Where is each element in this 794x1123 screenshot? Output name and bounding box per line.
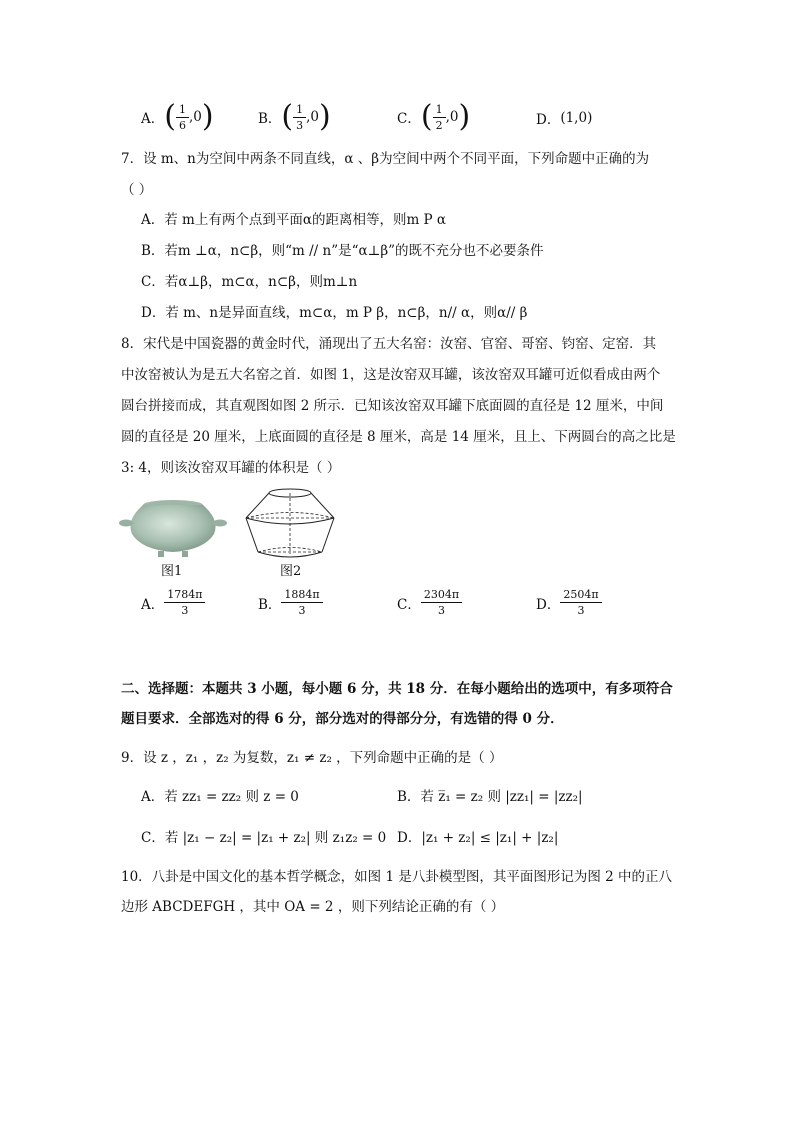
q6-option-c[interactable]: C． ( $\frac{1}{2}$ ,0 ) <box>397 99 471 134</box>
q10-stem-line2: 边形 ABCDEFGH ，其中 OA = 2 ，则下列结论正确的有（ ） <box>121 899 505 915</box>
section2-heading-line1: 二、选择题：本题共 3 小题，每小题 6 分，共 18 分．在每小题给出的选项中，有多项符合 <box>121 681 673 697</box>
fraction: $\frac{1}{3}$ <box>293 104 306 131</box>
q9-option-b[interactable]: B．若 z̅₁ = z₂ 则 |zz₁| = |zz₂| <box>397 789 583 805</box>
q7-stem-line1: 7．设 m、n为空间中两条不同直线，α 、β为空间中两个不同平面，下列命题中正确的为 <box>121 151 650 167</box>
q10-stem-line1: 10．八卦是中国文化的基本哲学概念，如图 1 是八卦模型图，其平面图形记为图 2 中的正八 <box>121 869 673 885</box>
q8-option-b[interactable]: B． $\frac{1884\pi}{3}$ <box>258 589 323 616</box>
q8-option-a[interactable]: A． $\frac{1784\pi}{3}$ <box>141 589 205 616</box>
q7-stem-line2: （ ） <box>121 182 153 198</box>
q8-stem-line3: 圆台拼接而成，其直观图如图 2 所示．已知该汝窑双耳罐下底面圆的直径是 12 厘米，中间 <box>121 398 664 414</box>
fraction: $\frac{1884\pi}{3}$ <box>281 589 322 616</box>
q9-option-a[interactable]: A．若 zz₁ = zz₂ 则 z = 0 <box>141 789 299 805</box>
figure2-frustum-diagram <box>240 486 340 562</box>
figure2-caption: 图2 <box>280 564 302 579</box>
fraction: $\frac{2304\pi}{3}$ <box>421 589 462 616</box>
q8-option-c[interactable]: C． $\frac{2304\pi}{3}$ <box>397 589 462 616</box>
q8-stem-line4: 圆的直径是 20 厘米，上底面圆的直径是 8 厘米，高是 14 厘米，且上、下两圆台的高之比是 <box>121 429 676 445</box>
q9-stem: 9．设 z ，z₁ ，z₂ 为复数，z₁ ≠ z₂ ，下列命题中正确的是（ ） <box>121 750 503 766</box>
q7-option-d[interactable]: D．若 m、n是异面直线，m⊂α，m P β，n⊂β，n// α，则α// β <box>141 305 528 321</box>
q9-option-c[interactable]: C．若 |z₁ − z₂| = |z₁ + z₂| 则 z₁z₂ = 0 <box>141 830 387 846</box>
figure1-caption: 图1 <box>161 564 183 579</box>
q8-stem-line2: 中汝窑被认为是五大名窑之首．如图 1，这是汝窑双耳罐，该汝窑双耳罐可近似看成由两个 <box>121 367 661 383</box>
fraction: $\frac{2504\pi}{3}$ <box>560 589 601 616</box>
fraction: $\frac{1}{2}$ <box>433 104 446 131</box>
q7-option-b[interactable]: B．若m ⊥α，n⊂β，则“m // n”是“α⊥β”的既不充分也不必要条件 <box>141 243 544 259</box>
q6-option-d[interactable]: D． (1,0) <box>536 110 593 128</box>
figure1-jar-image <box>118 496 228 560</box>
q9-option-d[interactable]: D．|z₁ + z₂| ≤ |z₁| + |z₂| <box>397 830 559 846</box>
fraction: $\frac{1784\pi}{3}$ <box>164 589 205 616</box>
q8-stem-line1: 8．宋代是中国瓷器的黄金时代，涌现出了五大名窑：汝窑、官窑、哥窑、钧窑、定窑．其 <box>121 336 657 352</box>
fraction: $\frac{1}{6}$ <box>176 104 189 131</box>
section2-heading-line2: 题目要求．全部选对的得 6 分，部分选对的得部分分，有选错的得 0 分． <box>121 711 564 727</box>
q7-option-c[interactable]: C．若α⊥β，m⊂α，n⊂β，则m⊥n <box>141 274 358 290</box>
q7-option-a[interactable]: A．若 m上有两个点到平面α的距离相等，则m P α <box>141 212 447 228</box>
q8-stem-line5: 3: 4，则该汝窑双耳罐的体积是（ ） <box>121 460 341 476</box>
q6-option-b[interactable]: B． ( $\frac{1}{3}$ ,0 ) <box>258 99 331 134</box>
q6-option-a[interactable]: A． ( $\frac{1}{6}$ ,0 ) <box>141 99 214 134</box>
q8-option-d[interactable]: D． $\frac{2504\pi}{3}$ <box>536 589 602 616</box>
